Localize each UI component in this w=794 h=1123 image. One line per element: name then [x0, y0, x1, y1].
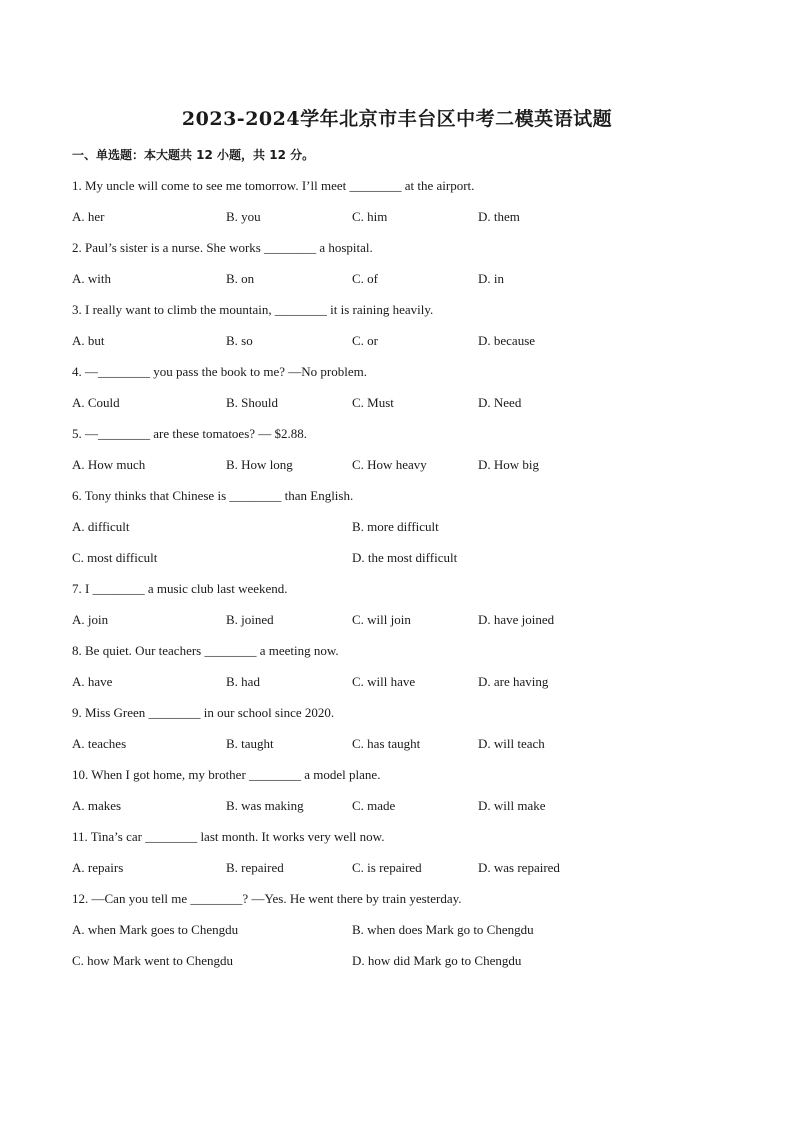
question-stem: 6. Tony thinks that Chinese is ________ than English. — [72, 488, 354, 503]
option-d: D. have joined — [478, 612, 555, 627]
option-a: A. with — [72, 271, 111, 286]
option-c: C. will join — [352, 612, 411, 627]
option-c: C. most difficult — [72, 550, 158, 565]
option-d: D. Need — [478, 395, 522, 410]
options-row — [72, 604, 732, 635]
question-stem: 3. I really want to climb the mountain, ________ it is raining heavily. — [72, 302, 434, 317]
option-d: D. are having — [478, 674, 549, 689]
question-stem: 5. —________ are these tomatoes? — $2.88. — [72, 426, 308, 441]
question-1 — [72, 170, 732, 232]
question-9 — [72, 697, 732, 759]
option-d: D. the most difficult — [352, 550, 458, 565]
options-row — [72, 201, 732, 232]
option-a: A. Could — [72, 395, 120, 410]
option-a: A. her — [72, 209, 105, 224]
option-d: D. How big — [478, 457, 540, 472]
option-c: C. of — [352, 271, 378, 286]
question-stem: 4. —________ you pass the book to me? —No problem. — [72, 364, 367, 379]
section-heading: 一、单选题：本大题共 12 小题，共 12 分。 — [72, 148, 315, 162]
question-2 — [72, 232, 732, 294]
option-a: A. repairs — [72, 860, 124, 875]
option-c: C. or — [352, 333, 378, 348]
option-b: B. had — [226, 674, 260, 689]
option-c: C. him — [352, 209, 388, 224]
question-stem: 1. My uncle will come to see me tomorrow. I’ll meet ________ at the airport. — [72, 178, 475, 193]
option-c: C. how Mark went to Chengdu — [72, 953, 234, 968]
option-a: A. teaches — [72, 736, 127, 751]
options-row — [72, 666, 732, 697]
page-title: 2023-2024学年北京市丰台区中考二模英语试题 — [181, 108, 613, 130]
option-b: B. How long — [226, 457, 293, 472]
option-b: B. more difficult — [352, 519, 439, 534]
option-a: A. have — [72, 674, 113, 689]
option-c: C. will have — [352, 674, 416, 689]
option-b: B. Should — [226, 395, 279, 410]
question-stem: 12. —Can you tell me ________? —Yes. He went there by train yesterday. — [72, 891, 462, 906]
option-c: C. Must — [352, 395, 394, 410]
options-row — [72, 914, 732, 945]
question-list — [72, 170, 732, 976]
question-5 — [72, 418, 732, 480]
question-8 — [72, 635, 732, 697]
option-a: A. but — [72, 333, 105, 348]
question-11 — [72, 821, 732, 883]
option-d: D. in — [478, 271, 504, 286]
options-row — [72, 325, 732, 356]
option-b: B. you — [226, 209, 261, 224]
option-d: D. because — [478, 333, 536, 348]
question-4 — [72, 356, 732, 418]
option-b: B. was making — [226, 798, 304, 813]
option-b: B. on — [226, 271, 255, 286]
option-a: A. How much — [72, 457, 146, 472]
option-a: A. when Mark goes to Chengdu — [72, 922, 239, 937]
question-10 — [72, 759, 732, 821]
option-c: C. is repaired — [352, 860, 422, 875]
option-c: C. has taught — [352, 736, 421, 751]
option-d: D. them — [478, 209, 520, 224]
question-stem: 8. Be quiet. Our teachers ________ a meeting now. — [72, 643, 339, 658]
option-b: B. joined — [226, 612, 274, 627]
question-stem: 11. Tina’s car ________ last month. It works very well now. — [72, 829, 385, 844]
options-row — [72, 852, 732, 883]
options-row — [72, 790, 732, 821]
option-d: D. will make — [478, 798, 546, 813]
question-stem: 2. Paul’s sister is a nurse. She works ________ a hospital. — [72, 240, 373, 255]
options-row — [72, 542, 732, 573]
option-d: D. was repaired — [478, 860, 560, 875]
question-7 — [72, 573, 732, 635]
question-6 — [72, 480, 732, 573]
option-b: B. when does Mark go to Chengdu — [352, 922, 534, 937]
options-row — [72, 387, 732, 418]
options-row — [72, 511, 732, 542]
options-row — [72, 449, 732, 480]
option-b: B. taught — [226, 736, 274, 751]
option-c: C. How heavy — [352, 457, 427, 472]
option-a: A. makes — [72, 798, 122, 813]
question-stem: 9. Miss Green ________ in our school since 2020. — [72, 705, 335, 720]
option-b: B. repaired — [226, 860, 284, 875]
option-c: C. made — [352, 798, 396, 813]
option-d: D. will teach — [478, 736, 545, 751]
question-12 — [72, 883, 732, 976]
option-b: B. so — [226, 333, 253, 348]
option-a: A. join — [72, 612, 109, 627]
option-a: A. difficult — [72, 519, 130, 534]
option-d: D. how did Mark go to Chengdu — [352, 953, 522, 968]
question-stem: 7. I ________ a music club last weekend. — [72, 581, 288, 596]
options-row — [72, 728, 732, 759]
options-row — [72, 945, 732, 976]
question-stem: 10. When I got home, my brother ________ a model plane. — [72, 767, 381, 782]
options-row — [72, 263, 732, 294]
question-3 — [72, 294, 732, 356]
